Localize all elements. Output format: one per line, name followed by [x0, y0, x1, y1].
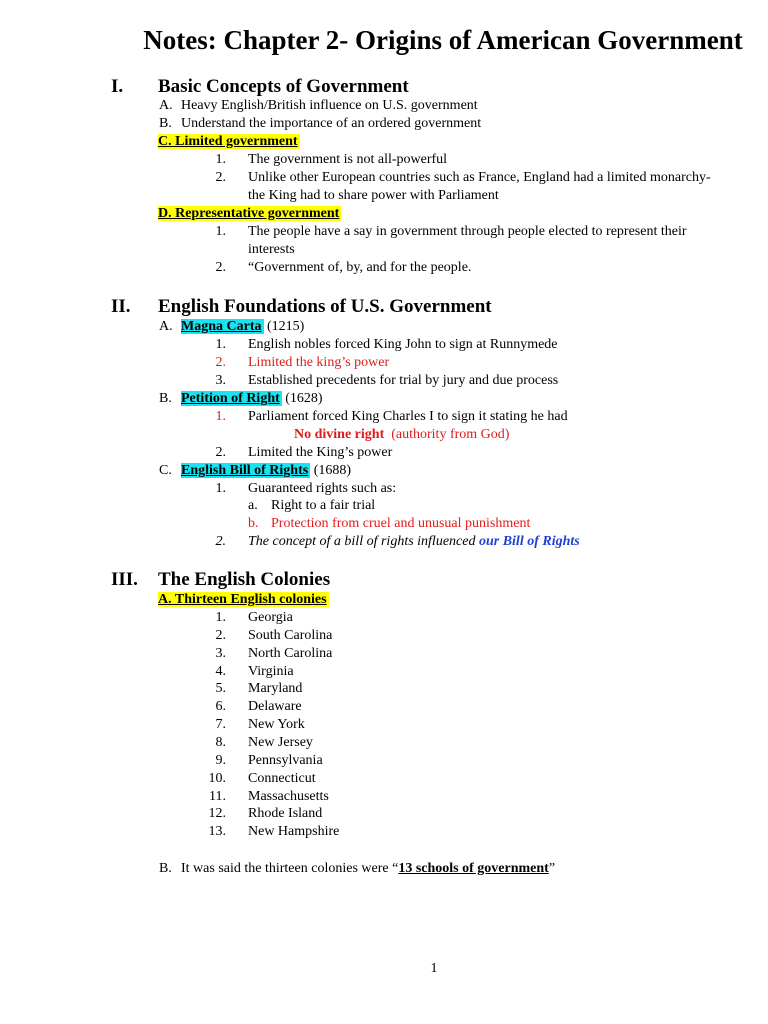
- petition-of-right-label: Petition of Right: [181, 391, 280, 406]
- english-bill-of-rights-label: English Bill of Rights: [181, 463, 309, 478]
- s1-c2-text-line1: Unlike other European countries such as France, England had a limited monarchy-: [248, 170, 711, 185]
- s1-d2-text: “Government of, by, and for the people.: [248, 260, 472, 275]
- s2-b1-text: Parliament forced King Charles I to sign it stating he had: [248, 409, 568, 424]
- s1-d2-number: 2.: [215, 260, 226, 275]
- s1-b-mark: B.: [159, 116, 172, 131]
- s2-c1b-mark: b.: [248, 516, 259, 531]
- colony-number: 7.: [215, 717, 226, 732]
- s2-a-mark: A.: [159, 319, 173, 334]
- colony-item: New Hampshire: [248, 824, 340, 839]
- s3-b-text: It was said the thirteen colonies were “: [181, 861, 399, 876]
- page-number: 1: [430, 961, 438, 976]
- s3-b-mark: B.: [159, 861, 172, 876]
- colony-number: 1.: [215, 610, 226, 625]
- colony-item: Maryland: [248, 681, 303, 696]
- colony-number: 8.: [215, 735, 226, 750]
- s2-c1-text: Guaranteed rights such as:: [248, 481, 397, 496]
- section-1-number: I.: [111, 76, 124, 97]
- colony-item: Virginia: [248, 664, 294, 679]
- representative-government-heading: D. Representative government: [158, 206, 340, 221]
- s2-c1a-text: Right to a fair trial: [271, 498, 376, 513]
- s2-c1a-mark: a.: [248, 498, 258, 513]
- magna-carta-label: Magna Carta: [181, 319, 262, 334]
- colony-item: New Jersey: [248, 735, 313, 750]
- s3-b-closing-quote: ”: [548, 861, 556, 876]
- colony-number: 4.: [215, 664, 226, 679]
- s1-d1-number: 1.: [215, 224, 226, 239]
- s2-c2-text: The concept of a bill of rights influenced: [248, 534, 476, 549]
- s2-a2-number: 2.: [215, 355, 226, 370]
- section-3-number: III.: [111, 569, 138, 590]
- s1-a-text: Heavy English/British influence on U.S. government: [181, 98, 478, 113]
- colony-number: 9.: [215, 753, 226, 768]
- limited-government-heading: C. Limited government: [158, 134, 298, 149]
- no-divine-right-text: No divine right: [294, 427, 385, 442]
- colony-number: 5.: [215, 681, 226, 696]
- colony-number: 2.: [215, 628, 226, 643]
- section-2-number: II.: [111, 296, 131, 317]
- colony-number: 12.: [208, 806, 226, 821]
- section-1-heading: Basic Concepts of Government: [158, 76, 409, 97]
- s2-a3-text: Established precedents for trial by jury and due process: [248, 373, 559, 388]
- colony-item: Connecticut: [248, 771, 316, 786]
- s1-c1-number: 1.: [215, 152, 226, 167]
- colony-item: Massachusetts: [248, 789, 329, 804]
- colony-number: 13.: [208, 824, 226, 839]
- s2-c-mark: C.: [159, 463, 172, 478]
- s1-a-mark: A.: [159, 98, 173, 113]
- s2-a2-text: Limited the king’s power: [248, 355, 390, 370]
- colony-item: South Carolina: [248, 628, 333, 643]
- s2-c1b-text: Protection from cruel and unusual punishment: [271, 516, 531, 531]
- s2-c2-number: 2.: [215, 534, 226, 549]
- colony-item: Georgia: [248, 610, 293, 625]
- s1-c2-number: 2.: [215, 170, 226, 185]
- english-bill-of-rights-year: (1688): [313, 463, 352, 478]
- s2-b2-number: 2.: [215, 445, 226, 460]
- colony-item: New York: [248, 717, 305, 732]
- section-2-heading: English Foundations of U.S. Government: [158, 296, 492, 317]
- s2-a3-number: 3.: [215, 373, 226, 388]
- s1-b-text: Understand the importance of an ordered government: [181, 116, 482, 131]
- colony-item: Pennsylvania: [248, 753, 323, 768]
- s2-c1-number: 1.: [215, 481, 226, 496]
- s2-b2-text: Limited the King’s power: [248, 445, 393, 460]
- s2-b1-number: 1.: [215, 409, 226, 424]
- s1-d1-text-line1: The people have a say in government through people elected to represent their: [248, 224, 687, 239]
- s2-b-mark: B.: [159, 391, 172, 406]
- s2-a1-text: English nobles forced King John to sign at Runnymede: [248, 337, 558, 352]
- colony-item: Rhode Island: [248, 806, 323, 821]
- colony-number: 10.: [208, 771, 226, 786]
- petition-of-right-year: (1628): [285, 391, 323, 406]
- page-title: Notes: Chapter 2- Origins of American Government: [143, 25, 743, 55]
- s2-a1-number: 1.: [215, 337, 226, 352]
- our-bill-of-rights-text: our Bill of Rights: [478, 534, 580, 549]
- colony-item: North Carolina: [248, 646, 333, 661]
- magna-carta-year: (1215): [267, 319, 305, 334]
- colony-number: 11.: [209, 789, 226, 804]
- colony-number: 3.: [215, 646, 226, 661]
- s1-d1-text-line2: interests: [248, 242, 295, 257]
- s1-c2-text-line2: the King had to share power with Parliament: [248, 188, 499, 203]
- colony-item: Delaware: [248, 699, 302, 714]
- thirteen-colonies-heading: A. Thirteen English colonies: [158, 592, 327, 607]
- schools-of-government-text: 13 schools of government: [398, 861, 549, 876]
- s1-c1-text: The government is not all-powerful: [248, 152, 448, 167]
- authority-from-god-text: (authority from God): [391, 427, 510, 442]
- section-3-heading: The English Colonies: [158, 569, 331, 590]
- colony-number: 6.: [215, 699, 226, 714]
